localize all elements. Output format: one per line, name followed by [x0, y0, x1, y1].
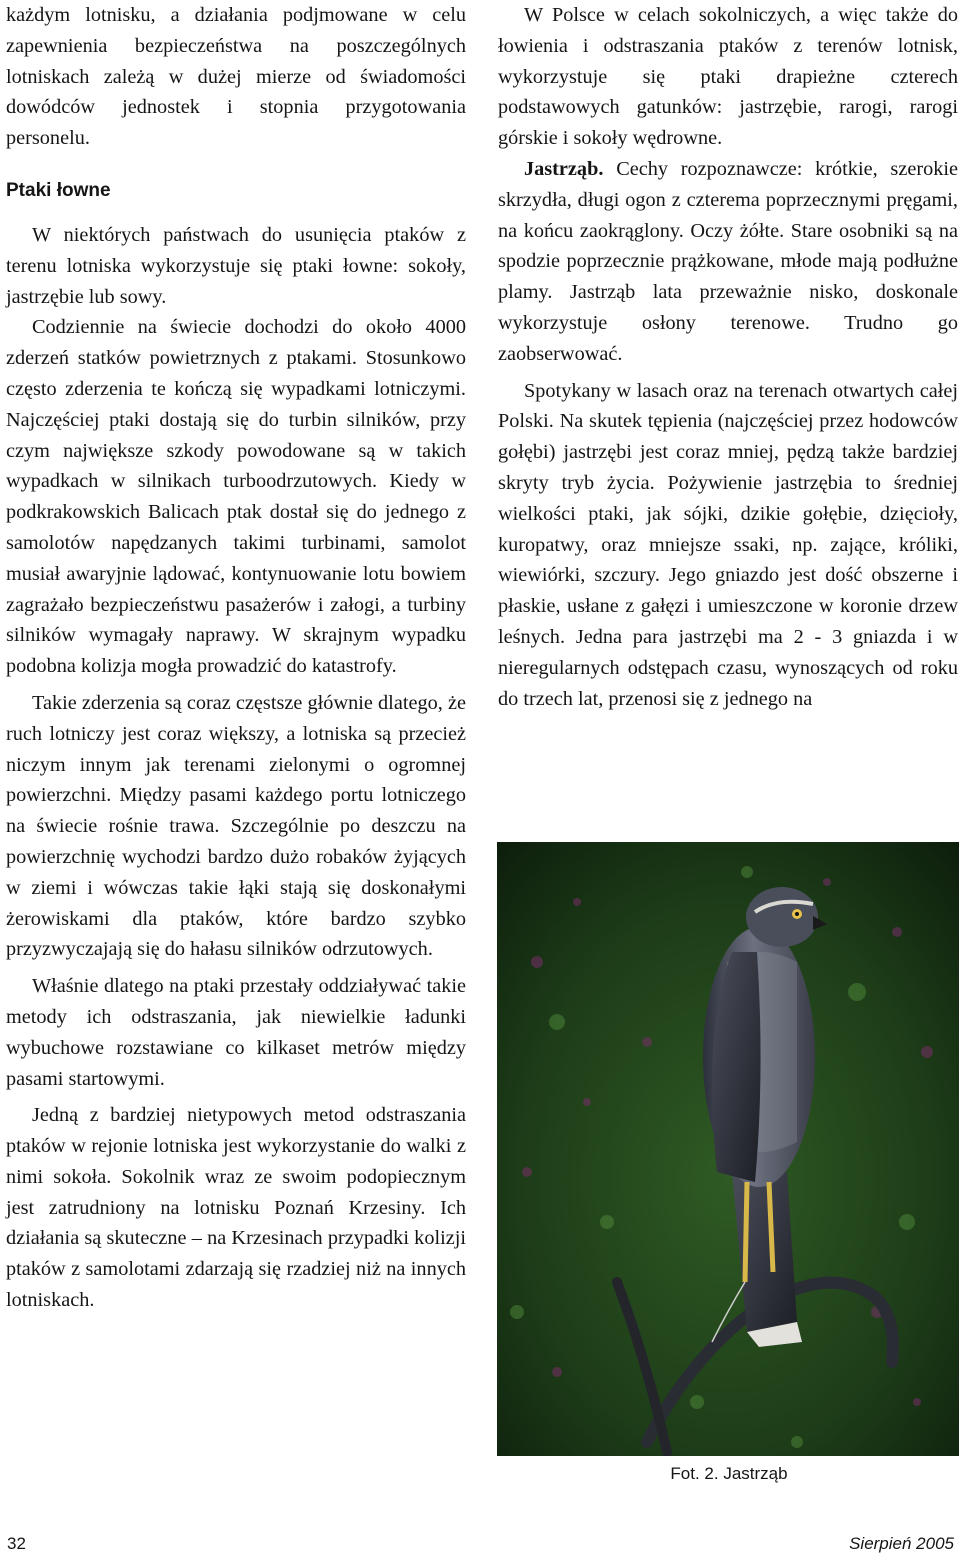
issue-date: Sierpień 2005: [849, 1534, 954, 1553]
paragraph: W niektórych państwach do usunięcia ptaków z terenu lotniska wykorzystuje się ptaki łowne: sokoły, jastrzębie lub sowy.: [6, 223, 466, 308]
page-number: 32: [7, 1534, 26, 1553]
paragraph: Jedną z bardziej nietypowych metod odstraszania ptaków w rejonie lotniska jest wykorzystanie do walki z nimi sokoła. Sokolnik wraz ze swoim podopiecznym jest zatrudniony na lotnisku Poznań Krzesiny. Ich działania są skuteczne – na Krzesinach przypadki kolizji ptaków z samolotami zdarzają się rzadziej niż na innych lotniskach.: [6, 1104, 466, 1312]
paragraph: każdym lotnisku, a działania podjmowane w celu zapewnienia bezpieczeństwa na poszczególnych lotniskach zależą w dużej mierze od świadomości dowódców jednostek i stopnia przygotowania personelu.: [6, 4, 466, 150]
right-column: [498, 0, 958, 714]
species-description: Cechy rozpoznawcze: krótkie, szerokie skrzydła, długi ogon z czterema poprzecznymi pręgami, na końcu zaokrąglony. Oczy żółte. Stare osobniki są na spodzie poprzecznie prążkowane, młode mają podłużne plamy. Jastrząb lata przeważnie nisko, doskonale wykorzystuje osłony terenowe. Trudno go zaobserwować.: [498, 157, 958, 365]
paragraph: Właśnie dlatego na ptaki przestały oddziaływać takie metody ich odstraszania, jak niewielkie ładunki wybuchowe rozstawiane co kilkaset metrów między pasami startowymi.: [6, 975, 466, 1090]
paragraph: Takie zderzenia są coraz częstsze głównie dlatego, że ruch lotniczy jest coraz większy, a lotniska są przecież niczym innym jak terenami zielonymi o ogromnej powierzchni. Między pasami każdego portu lotniczego na świecie rośnie trawa. Szczególnie po deszczu na powierzchnię wychodzi bardzo dużo robaków żyjących w ziemi i wówczas takie łąki stają się doskonałymi żerowiskami dla ptaków, które bardzo szybko przyzwyczajają się do hałasu silników odrzutowych.: [6, 691, 466, 961]
left-column: [6, 0, 466, 1316]
species-lead: Jastrząb.: [524, 157, 604, 180]
section-title: Ptaki łowne: [6, 179, 111, 201]
paragraph: W Polsce w celach sokolniczych, a więc także do łowienia i odstraszania ptaków z terenów lotnisk, wykorzystuje się ptaki drapieżne czterech podstawowych gatunków: jastrzębie, rarogi, rarogi górskie i sokoły wędrowne.: [498, 4, 958, 150]
paragraph: Spotykany w lasach oraz na terenach otwartych całej Polski. Na skutek tępienia (najczęściej przez hodowców gołębi) jastrzębi jest coraz mniej, pędzą także bardziej skryty tryb życia. Pożywienie jastrzębia to średniej wielkości ptaki, jak sójki, dzikie gołębie, dzięcioły, kuropatwy, oraz mniejsze ssaki, np. zające, króliki, wiewiórki, szczury. Jego gniazdo jest dość obszerne i płaskie, usłane z gałęzi i umieszczone w koronie drzew leśnych. Jedna para jastrzębi ma 2 - 3 gniazda i w nieregularnych odstępach czasu, wynoszących od roku do trzech lat, przenosi się z jednego na: [498, 379, 958, 710]
paragraph: Codziennie na świecie dochodzi do około 4000 zderzeń statków powietrznych z ptakami. Stosunkowo często zderzenia te kończą się wypadkami lotniczymi. Najczęściej ptaki dostają się do turbin silników, przy czym największe szkody powodowane są w takich wypadkach w silnikach turboodrzutowych. Kiedy w podkrakowskich Balicach ptak dostał się do jednego z samolotów napędzanych takimi turbinami, samolot musiał awaryjnie lądować, kontynuowanie lotu bowiem zagrażało bezpieczeństwu pasażerów i załogi, a turbiny silników wymagały naprawy. W skrajnym wypadku podobna kolizja mogła prowadzić do katastrofy.: [6, 316, 466, 678]
paragraph: [498, 154, 958, 370]
goshawk-photo: [497, 842, 959, 1456]
photo-caption: Fot. 2. Jastrząb: [670, 1464, 788, 1483]
